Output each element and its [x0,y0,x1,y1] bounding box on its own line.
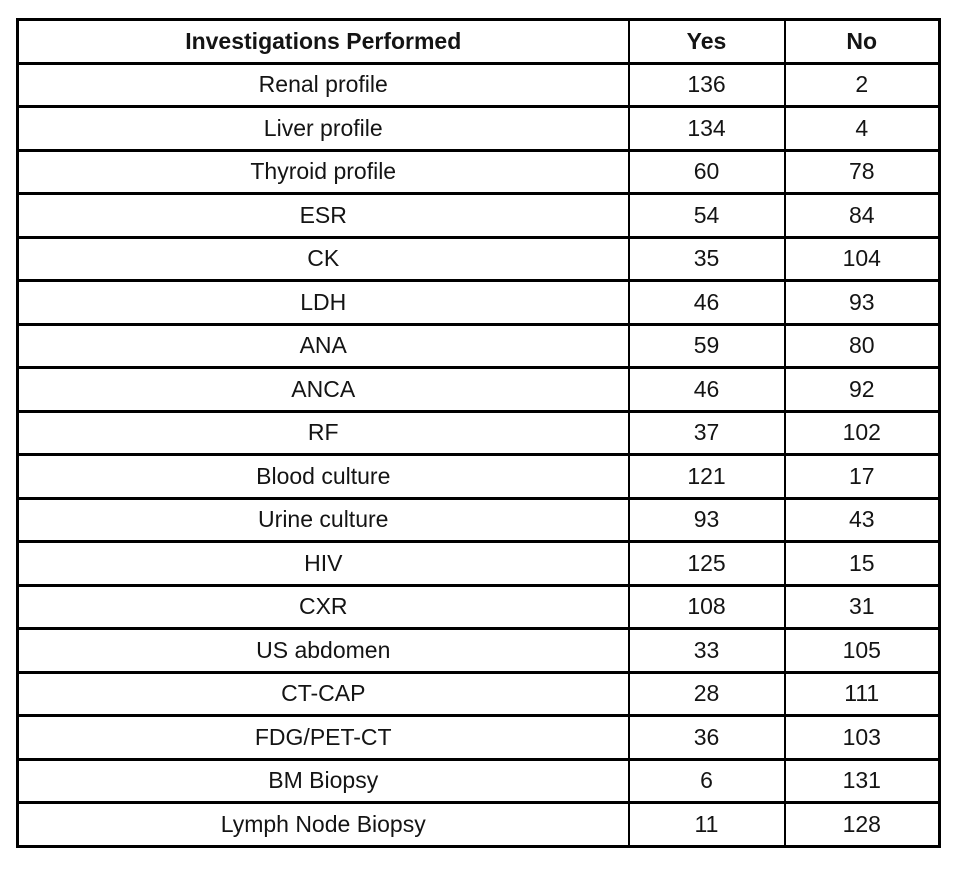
column-header-no: No [785,20,940,64]
investigation-name: Urine culture [18,498,629,542]
investigation-name: CXR [18,585,629,629]
no-count: 111 [785,672,940,716]
investigation-name: Renal profile [18,63,629,107]
table-row [18,107,940,151]
table-row [18,237,940,281]
no-count: 15 [785,542,940,586]
table-row [18,411,940,455]
investigation-name: ANCA [18,368,629,412]
investigations-table [16,18,941,848]
table-body [18,63,940,846]
investigation-name: RF [18,411,629,455]
yes-count: 93 [629,498,785,542]
table-row [18,803,940,847]
table-row [18,63,940,107]
investigation-name: LDH [18,281,629,325]
yes-count: 121 [629,455,785,499]
investigation-name: BM Biopsy [18,759,629,803]
investigation-name: FDG/PET-CT [18,716,629,760]
investigation-name: ESR [18,194,629,238]
investigation-name: Blood culture [18,455,629,499]
yes-count: 37 [629,411,785,455]
investigation-name: Lymph Node Biopsy [18,803,629,847]
no-count: 80 [785,324,940,368]
yes-count: 134 [629,107,785,151]
investigation-name: ANA [18,324,629,368]
table-row [18,716,940,760]
investigation-name: Liver profile [18,107,629,151]
no-count: 43 [785,498,940,542]
table-row [18,324,940,368]
yes-count: 28 [629,672,785,716]
yes-count: 60 [629,150,785,194]
no-count: 31 [785,585,940,629]
yes-count: 46 [629,281,785,325]
table-row [18,759,940,803]
yes-count: 46 [629,368,785,412]
header-row [18,20,940,64]
investigation-name: CK [18,237,629,281]
yes-count: 33 [629,629,785,673]
yes-count: 54 [629,194,785,238]
table-row [18,542,940,586]
no-count: 102 [785,411,940,455]
table-row [18,150,940,194]
table-row [18,585,940,629]
table-row [18,194,940,238]
yes-count: 59 [629,324,785,368]
yes-count: 36 [629,716,785,760]
no-count: 93 [785,281,940,325]
investigation-name: US abdomen [18,629,629,673]
no-count: 78 [785,150,940,194]
column-header-investigations-performed: Investigations Performed [18,20,629,64]
no-count: 104 [785,237,940,281]
table-row [18,629,940,673]
investigation-name: HIV [18,542,629,586]
table-row [18,368,940,412]
no-count: 105 [785,629,940,673]
column-header-yes: Yes [629,20,785,64]
yes-count: 108 [629,585,785,629]
table-row [18,672,940,716]
table-header [18,20,940,64]
no-count: 84 [785,194,940,238]
no-count: 92 [785,368,940,412]
no-count: 17 [785,455,940,499]
yes-count: 11 [629,803,785,847]
yes-count: 35 [629,237,785,281]
table-row [18,455,940,499]
yes-count: 136 [629,63,785,107]
investigation-name: CT-CAP [18,672,629,716]
yes-count: 6 [629,759,785,803]
no-count: 128 [785,803,940,847]
no-count: 4 [785,107,940,151]
no-count: 2 [785,63,940,107]
table-row [18,498,940,542]
yes-count: 125 [629,542,785,586]
investigation-name: Thyroid profile [18,150,629,194]
table-row [18,281,940,325]
no-count: 103 [785,716,940,760]
no-count: 131 [785,759,940,803]
